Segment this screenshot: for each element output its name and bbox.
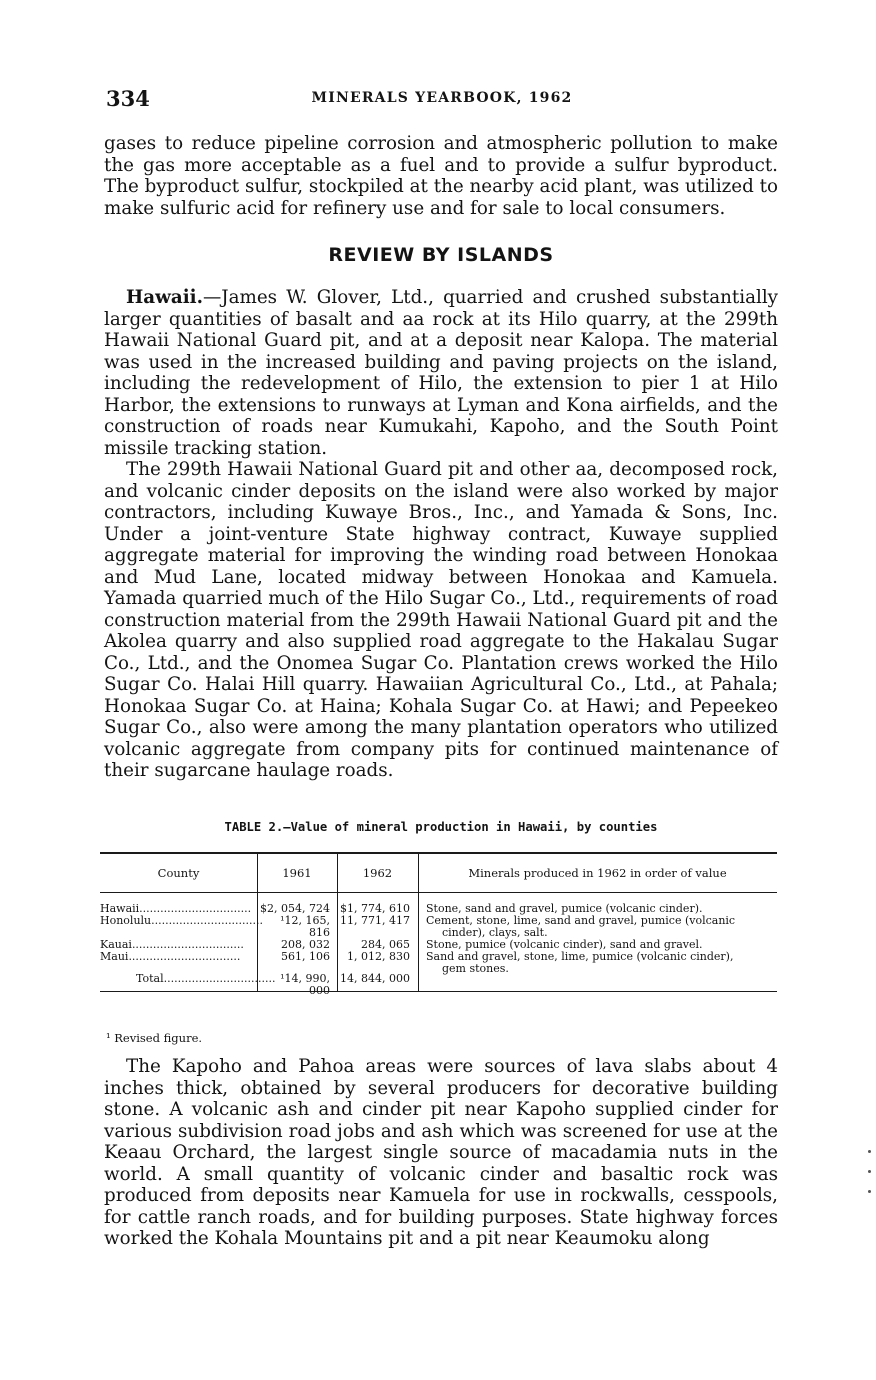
total-1961-cell: ¹14, 990, 000 [280, 972, 330, 997]
hawaii-paragraph [104, 287, 778, 459]
hawaii-run-in-heading: Hawaii. [126, 287, 203, 308]
page-number: 334 [106, 86, 150, 111]
col-header-1961: 1961 [282, 866, 312, 880]
col-header-1962: 1962 [362, 866, 393, 880]
county-cell: Honolulu................................ [100, 914, 264, 927]
table-title: TABLE 2.—Value of mineral production in Hawaii, by counties [224, 820, 658, 834]
section-heading: REVIEW BY ISLANDS [328, 244, 554, 266]
minerals-cell: Cement, stone, lime, sand and gravel, pumice (volcanic cinder), clays, salt. [426, 914, 736, 939]
scan-speck [868, 1170, 871, 1173]
total-label-cell: Total................................ [136, 972, 276, 985]
county-cell: Kauai................................ [100, 938, 244, 951]
minerals-cell: Stone, pumice (volcanic cinder), sand and gravel. [426, 938, 703, 951]
paragraph-kapoho: The Kapoho and Pahoa areas were sources of lava slabs about 4 inches thick, obtained by several producers for decorative building stone. A volcanic ash and cinder pit near Kapoho supplied cinder for various subdivision road jobs and ash which was screened for use at the Keaau Orchard, the largest single source of macadamia nuts in the world. A small quantity of volcanic cinder and basaltic rock was produced from deposits near Kamuela for use in rockwalls, cesspools, for cattle ranch roads, and for building purposes. State highway forces worked the Kohala Mountains pit and a pit near Keaumoku along [104, 1056, 778, 1249]
county-cell: Hawaii................................ [100, 902, 252, 915]
hawaii-paragraph-text: —James W. Glover, Ltd., quarried and crushed substantially larger quantities of basalt and aa rock at its Hilo quarry, at the 299th Hawaii National Guard pit, and at a deposit near Kalopa. The material was used in the increased building and paving projects on the island, including the redevelopment of Hilo, the extension to pier 1 at Hilo Harbor, the extensions to runways at Lyman and Kona airfields, and the construction of roads near Kumukahi, Kapoho, and the South Point missile tracking station. [104, 287, 778, 459]
value-1962-cell: 284, 065 [361, 938, 410, 951]
page-header [106, 86, 778, 112]
value-1962-cell: 11, 771, 417 [340, 914, 410, 927]
table-row [100, 915, 777, 939]
value-1961-cell: $2, 054, 724 [260, 902, 330, 915]
table-footnote: ¹ Revised figure. [106, 1031, 203, 1045]
intro-paragraph: gases to reduce pipeline corrosion and atmospheric pollution to make the gas more acceptable as a fuel and to provide a sulfur byproduct. The byproduct sulfur, stockpiled at the nearby acid plant, was utilized to make sulfuric acid for refinery use and for sale to local consumers. [104, 133, 778, 219]
value-1961-cell: 561, 106 [281, 950, 330, 963]
value-1961-cell: ¹12, 165, 816 [280, 914, 330, 939]
scan-speck [868, 1190, 871, 1193]
value-1962-cell: $1, 774, 610 [340, 902, 410, 915]
minerals-cell: Stone, sand and gravel, pumice (volcanic cinder). [426, 902, 703, 915]
col-header-county: County [157, 866, 200, 880]
paragraph-contractors: The 299th Hawaii National Guard pit and other aa, decomposed rock, and volcanic cinder deposits on the island were also worked by major contractors, including Kuwaye Bros., Inc., and Yamada & Sons, Inc. Under a joint-venture State highway contract, Kuwaye supplied aggregate material for improving the winding road between Honokaa and Mud Lane, located midway between Honokaa and Kamuela. Yamada quarried much of the Hilo Sugar Co., Ltd., requirements of road construction material from the 299th Hawaii National Guard pit and the Akolea quarry and also supplied road aggregate to the Hakalau Sugar Co., Ltd., and the Onomea Sugar Co. Plantation crews worked the Hilo Sugar Co. Halai Hill quarry. Hawaiian Agricultural Co., Ltd., at Pahala; Honokaa Sugar Co. at Haina; Kohala Sugar Co. at Hawi; and Pepeekeo Sugar Co., also were among the many plantation operators who utilized volcanic aggregate from company pits for continued maintenance of their sugarcane haulage roads. [104, 459, 778, 781]
scan-speck [868, 1150, 871, 1153]
table-total-row [100, 972, 777, 997]
total-1962-cell: 14, 844, 000 [340, 972, 410, 985]
table-body [100, 893, 777, 997]
running-head: MINERALS YEARBOOK, 1962 [311, 90, 573, 106]
mineral-production-table [100, 852, 777, 997]
value-1961-cell: 208, 032 [281, 938, 330, 951]
county-cell: Maui................................ [100, 950, 241, 963]
col-header-minerals: Minerals produced in 1962 in order of value [468, 866, 727, 880]
minerals-cell: Sand and gravel, stone, lime, pumice (volcanic cinder), gem stones. [426, 950, 734, 975]
value-1962-cell: 1, 012, 830 [347, 950, 410, 963]
table-header-row [100, 854, 777, 892]
table-bottom-rule [100, 991, 777, 992]
